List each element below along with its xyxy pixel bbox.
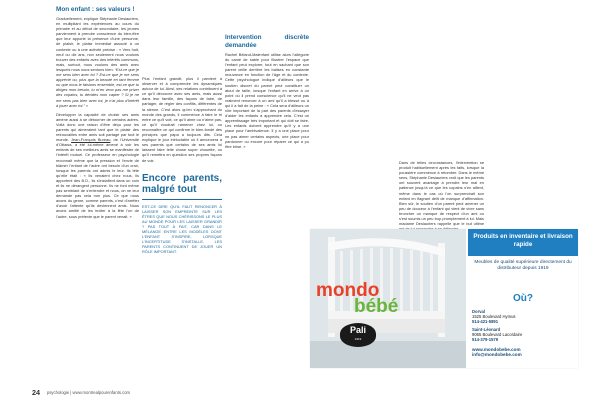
column-4 [399,160,484,235]
ad-email-link[interactable]: info@mondobebe.com [472,352,522,358]
paragraph: Plus l’enfant grandit, plus il parvient à observer et à comprendre les dynamiques autour de lui. Ainsi, ses relations contribuent à ce qu’il découvre avec ses amis, mais aussi dans leur famille, des façons de faire, de partager, de régler des conflits, différentes de la sienne. C’est alors qu’en s’approchant du monde des grands, il commence à faire le tri entre ce qu’il voit, ce qu’il aime ou n’aime pas, ce qu’il voudrait ramener chez lui, ou reconnaître ce qui confirme le bien-fondé des principes que papa a toujours dits. Cela explique le jour inéluctable où il annoncera à ses parents que certains de ses amis lui laissent faire telle chose super chouette, ou qu’il remettra en question ses propres façons de voir. [142,76,222,163]
logo-bebe: bébé [354,296,399,317]
advertisement[interactable] [310,229,578,368]
page-number: 24 [32,388,40,397]
footer-website[interactable]: www.montrealpourenfants.com [72,390,131,395]
pali-logo: Pali 1919 [340,323,376,347]
column-3 [225,34,309,153]
ad-contact[interactable] [472,347,522,358]
intro-caps-paragraph: EST-CE DIRE QU’IL FAUT RENONCER À LAISSER SON EMPREINTE SUR LES ÊTRES QUE NOUS CHÉRISSONS LE PLUS AU MONDE POUR LES LAISSER GRANDIR ? PAS TOUT À FAIT, CAR DANS LE MÉLANGE ENTRE LES MODÈLES DONT L’ENFANT S’INSPIRE, LORSQUE L’INCERTITUDE S’INSTALLE, LES PARENTS CONTINUENT DE JOUER UN RÔLE IMPORTANT. [142,203,222,255]
paragraph: Dans de telles circonstances, l’intervention se produit habituellement après les faits, lorsque la poussière commence à retomber. Dans le même sens, Stéphanie Deslauriers croit que les parents ont souvent avantage à prendre leur mal en patience jusqu’à ce que les copains s’en aillent, même dans le cas où l’on surprendrait son enfant en flagrant délit de manque d’affirmation. Bien sûr, le soutien d’un parent peut amener un peu de douceur à l’enfant qui vient de vivre sans broncher un manque de respect d’un ami ou s’est soumis un peu trop promptement à lui. Mais madame Deslauriers rappelle que le but ultime [399,160,484,227]
store-dorval: Dorval 1525 Boulevard Hymus 514-421-5891 [472,309,516,324]
section-heading-intervention: Intervention discrète demandée [225,34,309,49]
ad-info-panel [468,229,578,368]
heading-divider [142,199,222,200]
column-2 [142,76,222,259]
page-footer [0,387,600,401]
ad-banner: Produits en inventaire et livraison rapide [468,229,578,256]
paragraph: Rachel Béland-Malenfant utilise alors l’allégorie du camé de sable pour illustrer l’espace que l’enfant peut explorer, tout en sachant que son parent veille derrière les balises en constante mouvance en fonction de l’âge et du contexte. Cette psychologue indique d’ailleurs que le soutien discret du parent peut constituer un atout de taille, lorsque l’enfant en arrive à un point où il prend conscience qu’il ne veut pas vraiment renoncer à un ami qu’il a blessé ou à qui il a fait de la peine : « Cela sera d’ailleurs un rôle important de la part des parents d’essayer d’aider les enfants à apprendre cela. C’est un apprentissage très important et qui doit se faire. Les enfants doivent apprendre qu’il y a une place pour l’ambivalence. Il y a une place pour ne pas aimer certains aspects, une place pour pardonner ou encore pour réparer ce qui a pu être brisé. » [225,52,309,149]
column-1 [56,6,139,223]
logo-mondo: mondo [316,280,380,301]
section-heading-parents: Encore parents, malgré tout [142,172,222,196]
paragraph: Graduellement, explique Stéphanie Deslauriers, en multipliant les expériences au cours du primaire et au début de secondaire, les jeunes parviennent à prendre conscience du bien-être que leur apporte la présence d’une personne, de plaisir, le plaisir immédiat associé à un contexte ou à une activité précise : « Vers huit, neuf ou dix ans, non seulement nous voulons trouver des enfants avec des intérêts communs, mais, surtout, nous voulons des amis avec lesquels nous nous sentons bien. “Est-ce que je me sens bien avec toi ? Est-ce que je me sens apprécié ou, plus que la beauté en tant femme ou que nous le faisions ensemble, est-ce que tu diriges mon besoin, tu m’en veux pas me priver des copains, tu décides mon capter ? Si je ne me sens pas bien avec toi, je n’ai plus d’intérêt à jouer avec toi.” » [56,16,139,108]
ad-where: Où? [513,293,533,304]
section-heading-values: Mon enfant : ses valeurs ! [56,6,135,13]
expert-link[interactable]: Jean-François Bureau [71,137,111,143]
ad-website-link[interactable]: www.mondobebe.com [472,347,521,352]
paragraph: Développer la capacité de choisir ses amis amène aussi à se détourner de certains autres. Voilà donc une raison d’être déçu pour les parents qui aimeraient tant que le plaisir des retrouvailles entre amis soit partagé par tout le monde. Jean-François Bureau, de l’Université d’Ottawa, a été lui-même amené à voir les enfants de ses meilleurs amis se manifester de l’intérêt mutuel. Ce professeur en psychologie reconnaît même que la pression et l’envie de blâmer l’enfant de l’autre ont besoin d’un cran, lorsque les parents ont admis le leur. Ils tête qu’elle était : « Ils venaient chez nous, ils apportent des B.D., ils s’installent dans un coin et ils ne dérangent personne. Ils ne font même pas semblant de s’entendre et nous, on ne leur demande pas cela non plus. Ce que nous avons du genre, comme parents, c’est d’arrêter d’avoir l’attente qu’ils deviennent amis. Nous avons amitié de les inviter à la fête l’un de l’autre, sous prétexte que le parent venait. » [56,111,139,219]
footer-credit: psychologie | www.montrealpourenfants.com [47,390,131,395]
store-saint-leonard: Saint-Léonard 9065 Boulevard Lacordaire 514-379-1579 [472,327,523,342]
ad-tagline: Meubles de qualité supérieure directement du distributeur depuis 1919 [474,260,572,271]
